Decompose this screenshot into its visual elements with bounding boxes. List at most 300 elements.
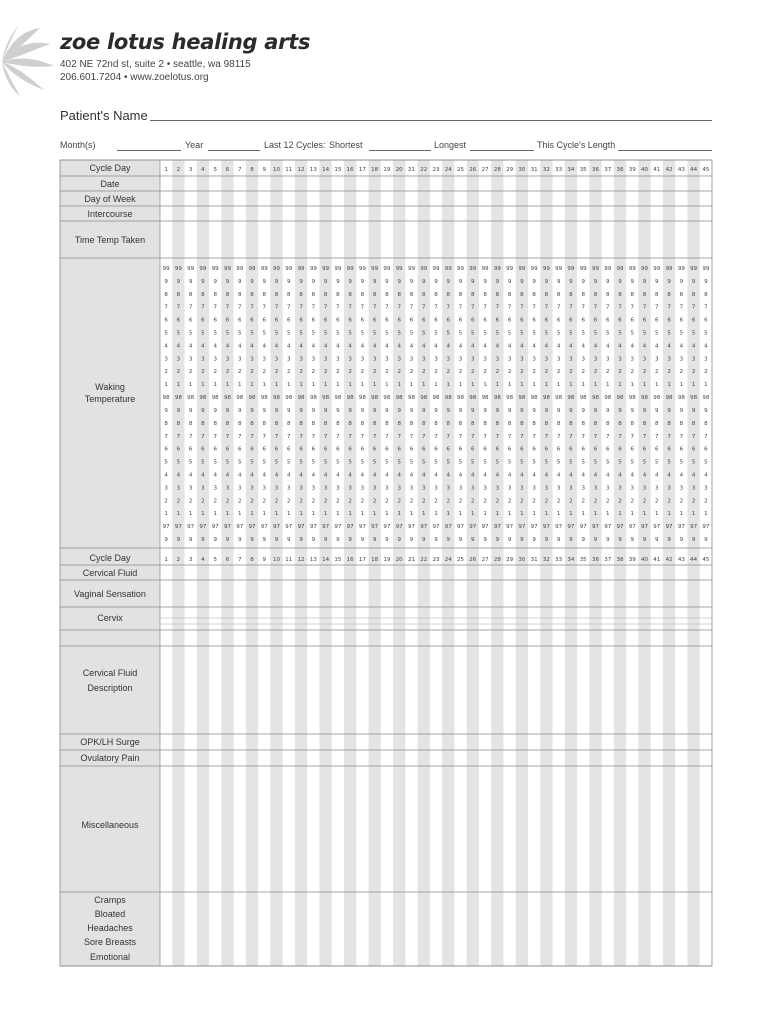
- temperature-value: 8: [520, 420, 524, 427]
- temperature-value: 3: [299, 485, 303, 492]
- temperature-value: 9: [311, 537, 316, 543]
- temperature-value: 6: [250, 317, 254, 324]
- temperature-value: 9: [311, 278, 316, 285]
- temperature-value: 3: [581, 356, 585, 363]
- temperature-value: 9: [164, 407, 168, 414]
- temperature-value: 1: [164, 511, 168, 518]
- temperature-value: 98: [162, 395, 170, 402]
- temperature-value: 9: [188, 278, 193, 285]
- temperature-value: 6: [311, 317, 316, 324]
- temperature-value: 4: [274, 472, 279, 479]
- temperature-value: 3: [188, 485, 193, 492]
- temperature-value: 1: [642, 511, 647, 518]
- temperature-value: 2: [507, 369, 512, 376]
- temperature-value: 1: [458, 511, 463, 518]
- temperature-value: 5: [581, 459, 585, 466]
- temperature-value: 2: [421, 369, 426, 376]
- temperature-value: 2: [348, 369, 352, 376]
- temperature-value: 1: [495, 511, 500, 518]
- temperature-value: 9: [618, 407, 622, 414]
- temperature-value: 6: [176, 317, 181, 324]
- months-label: Month(s): [60, 140, 96, 150]
- cycle-day-number-2: 32: [542, 557, 550, 563]
- cycle-day-number: 40: [641, 167, 649, 173]
- temperature-value: 6: [323, 446, 328, 453]
- temperature-value: 3: [593, 356, 598, 363]
- temperature-value: 97: [407, 524, 415, 531]
- temperature-value: 6: [691, 446, 696, 453]
- temperature-value: 4: [409, 472, 414, 479]
- cycle-day-number-2: 4: [201, 557, 205, 563]
- temperature-value: 6: [201, 317, 205, 324]
- temperature-value: 6: [630, 446, 635, 453]
- temperature-value: 4: [213, 472, 217, 479]
- temperature-value: 2: [520, 498, 524, 505]
- temperature-value: 1: [176, 382, 181, 389]
- temperature-value: 1: [556, 382, 561, 389]
- temperature-value: 7: [348, 433, 352, 440]
- temperature-value: 1: [434, 511, 438, 518]
- patient-name-label: Patient's Name: [60, 108, 148, 123]
- temperature-value: 3: [520, 485, 524, 492]
- cycle-day-number-2: 29: [506, 557, 514, 563]
- temperature-value: 1: [618, 382, 622, 389]
- temperature-value: 9: [213, 407, 217, 414]
- temperature-value: 6: [262, 317, 267, 324]
- temperature-value: 2: [507, 498, 512, 505]
- temperature-value: 9: [287, 278, 291, 285]
- cycle-day-number: 9: [262, 167, 267, 173]
- temperature-value: 8: [336, 420, 340, 427]
- temperature-value: 9: [237, 407, 242, 414]
- temperature-value: 9: [421, 278, 426, 285]
- temperature-value: 99: [690, 266, 698, 272]
- temperature-value: 9: [409, 407, 414, 414]
- cycle-day-number-2: 36: [591, 557, 599, 563]
- temperature-value: 3: [544, 485, 549, 492]
- temperature-value: 3: [311, 356, 316, 363]
- temperature-value: 6: [274, 446, 279, 453]
- temperature-value: 9: [446, 278, 451, 285]
- temperature-value: 2: [188, 369, 193, 376]
- temperature-value: 5: [348, 330, 352, 337]
- cycle-day-number-2: 33: [555, 557, 563, 563]
- temperature-value: 3: [483, 485, 487, 492]
- temperature-value: 97: [628, 524, 636, 531]
- cycle-day-number: 7: [237, 167, 242, 173]
- temperature-value: 4: [593, 343, 598, 350]
- temperature-value: 5: [397, 459, 401, 466]
- temperature-value: 4: [544, 472, 549, 479]
- temperature-value: 1: [188, 511, 193, 518]
- temperature-value: 2: [495, 498, 500, 505]
- temperature-value: 8: [704, 420, 708, 427]
- temperature-value: 3: [201, 485, 205, 492]
- temperature-value: 9: [667, 278, 671, 285]
- temperature-value: 7: [581, 433, 585, 440]
- temperature-value: 7: [225, 433, 230, 440]
- cycle-day-number-2: 30: [518, 557, 526, 563]
- temperature-value: 1: [336, 511, 340, 518]
- cycle-day-number: 3: [188, 167, 193, 173]
- temperature-value: 5: [507, 330, 512, 337]
- temperature-value: 7: [385, 304, 389, 311]
- cycle-day-number-2: 41: [653, 557, 661, 563]
- temperature-value: 97: [677, 524, 685, 531]
- temperature-value: 8: [434, 420, 438, 427]
- time-temp-label: Time Temp Taken: [74, 235, 146, 245]
- temperature-value: 8: [274, 420, 279, 427]
- temperature-value: 4: [556, 343, 561, 350]
- temperature-value: 9: [385, 278, 389, 285]
- temperature-value: 6: [225, 317, 230, 324]
- temperature-value: 6: [348, 446, 352, 453]
- temperature-value: 6: [605, 317, 610, 324]
- temperature-value: 3: [188, 356, 193, 363]
- temperature-value: 6: [569, 446, 573, 453]
- temperature-value: 4: [642, 343, 647, 350]
- temperature-value: 97: [371, 524, 379, 531]
- temperature-value: 6: [213, 446, 217, 453]
- temperature-value: 3: [458, 485, 463, 492]
- temperature-value: 98: [236, 395, 244, 402]
- temperature-value: 6: [409, 317, 414, 324]
- temperature-value: 6: [618, 317, 622, 324]
- temperature-value: 9: [593, 278, 598, 285]
- temperature-value: 9: [483, 407, 487, 414]
- temperature-value: 97: [273, 524, 281, 531]
- temperature-value: 5: [287, 459, 291, 466]
- temperature-value: 6: [372, 446, 377, 453]
- cycle-day-label-2: Cycle Day: [89, 553, 131, 563]
- brand-name: zoe lotus healing arts: [60, 30, 311, 54]
- temperature-value: 2: [618, 498, 622, 505]
- temperature-value: 9: [679, 407, 684, 414]
- temperature-value: 9: [176, 278, 181, 285]
- temperature-value: 1: [250, 382, 254, 389]
- temperature-value: 9: [274, 537, 279, 543]
- temperature-value: 4: [287, 472, 291, 479]
- temperature-value: 1: [397, 382, 401, 389]
- temperature-value: 1: [679, 382, 684, 389]
- cycle-day-number-2: 26: [469, 557, 477, 563]
- temperature-value: 7: [421, 433, 426, 440]
- temperature-value: 6: [593, 317, 598, 324]
- temperature-value: 2: [630, 369, 635, 376]
- temperature-value: 9: [544, 278, 549, 285]
- temperature-value: 3: [593, 485, 598, 492]
- temperature-value: 1: [434, 382, 438, 389]
- temperature-value: 4: [691, 472, 696, 479]
- temperature-value: 6: [507, 446, 512, 453]
- cycle-day-number-2: 1: [164, 557, 168, 563]
- cycle-day-number: 35: [579, 167, 587, 173]
- vaginal-sensation-label: Vaginal Sensation: [74, 589, 146, 599]
- temperature-value: 1: [421, 382, 426, 389]
- temperature-value: 5: [544, 459, 549, 466]
- temperature-value: 98: [665, 395, 673, 402]
- temperature-value: 1: [704, 382, 708, 389]
- cycle-day-number-2: 24: [444, 557, 452, 563]
- temperature-value: 9: [483, 278, 487, 285]
- temperature-value: 9: [495, 537, 500, 543]
- temperature-value: 2: [483, 369, 487, 376]
- temperature-value: 7: [385, 433, 389, 440]
- temperature-value: 7: [323, 304, 328, 311]
- temperature-value: 99: [591, 266, 599, 272]
- temperature-value: 9: [299, 407, 303, 414]
- temperature-value: 8: [618, 420, 622, 427]
- temperature-value: 97: [322, 524, 330, 531]
- temperature-value: 6: [605, 446, 610, 453]
- temperature-value: 3: [704, 485, 708, 492]
- temperature-value: 1: [274, 382, 279, 389]
- this-cycle-label: This Cycle's Length: [537, 140, 616, 150]
- temperature-value: 3: [348, 485, 352, 492]
- temperature-value: 9: [458, 407, 463, 414]
- temperature-value: 98: [518, 395, 526, 402]
- temperature-value: 7: [188, 433, 193, 440]
- temperature-value: 3: [225, 485, 230, 492]
- temperature-value: 5: [679, 330, 684, 337]
- temperature-value: 9: [471, 407, 475, 414]
- temperature-value: 6: [520, 446, 524, 453]
- temperature-value: 7: [201, 433, 205, 440]
- temperature-value: 9: [544, 537, 549, 543]
- temperature-value: 2: [274, 369, 279, 376]
- temperature-value: 3: [556, 356, 561, 363]
- temperature-value: 1: [691, 382, 696, 389]
- temperature-value: 1: [581, 382, 585, 389]
- temperature-value: 4: [569, 343, 573, 350]
- temperature-value: 3: [385, 485, 389, 492]
- temperature-value: 8: [569, 291, 573, 298]
- temperature-value: 7: [299, 433, 303, 440]
- temperature-value: 2: [679, 498, 684, 505]
- temperature-value: 6: [397, 317, 401, 324]
- temperature-value: 4: [556, 472, 561, 479]
- temperature-value: 7: [213, 433, 217, 440]
- temperature-value: 9: [372, 537, 377, 543]
- temperature-value: 3: [642, 485, 647, 492]
- temperature-value: 7: [471, 433, 475, 440]
- temperature-value: 8: [655, 420, 659, 427]
- temperature-value: 8: [667, 291, 671, 298]
- temperature-value: 6: [164, 317, 168, 324]
- temperature-value: 8: [385, 420, 389, 427]
- temperature-value: 7: [605, 304, 610, 311]
- temperature-value: 1: [642, 382, 647, 389]
- temperature-value: 99: [236, 266, 244, 272]
- temperature-value: 5: [225, 459, 230, 466]
- temperature-value: 5: [262, 459, 267, 466]
- temperature-value: 7: [176, 304, 181, 311]
- temperature-value: 2: [655, 498, 659, 505]
- temperature-value: 3: [164, 356, 168, 363]
- temperature-value: 6: [630, 317, 635, 324]
- temperature-value: 99: [322, 266, 330, 272]
- temperature-value: 3: [176, 485, 181, 492]
- cycle-day-number-2: 10: [273, 557, 281, 563]
- temperature-value: 98: [187, 395, 195, 402]
- temperature-value: 5: [655, 330, 659, 337]
- temperature-value: 5: [532, 330, 536, 337]
- temperature-value: 2: [409, 498, 414, 505]
- temperature-value: 2: [605, 369, 610, 376]
- temperature-value: 6: [385, 446, 389, 453]
- temperature-value: 8: [556, 420, 561, 427]
- temperature-value: 8: [287, 420, 291, 427]
- temperature-value: 1: [667, 511, 671, 518]
- temperature-value: 6: [556, 317, 561, 324]
- temperature-value: 1: [336, 382, 340, 389]
- temperature-value: 7: [336, 433, 340, 440]
- temperature-value: 2: [213, 498, 217, 505]
- temperature-value: 1: [262, 511, 267, 518]
- temperature-value: 3: [618, 485, 622, 492]
- temperature-value: 3: [520, 356, 524, 363]
- temperature-value: 3: [274, 485, 279, 492]
- cycle-day-number: 30: [518, 167, 526, 173]
- temperature-value: 5: [201, 330, 205, 337]
- temperature-value: 5: [188, 459, 193, 466]
- temperature-value: 8: [201, 291, 205, 298]
- longest-label: Longest: [434, 140, 467, 150]
- temperature-value: 7: [618, 433, 622, 440]
- temperature-value: 3: [434, 356, 438, 363]
- temperature-value: 99: [162, 266, 170, 272]
- temperature-value: 9: [336, 537, 340, 543]
- temperature-value: 2: [581, 369, 585, 376]
- temperature-value: 1: [605, 382, 610, 389]
- temperature-value: 5: [569, 330, 573, 337]
- temperature-value: 1: [164, 382, 168, 389]
- temperature-value: 5: [471, 330, 475, 337]
- temperature-value: 5: [691, 330, 696, 337]
- temperature-value: 6: [225, 446, 230, 453]
- temperature-value: 3: [360, 485, 365, 492]
- temperature-value: 2: [593, 498, 598, 505]
- temperature-value: 9: [164, 278, 168, 285]
- cycle-day-number: 14: [322, 167, 330, 173]
- temperature-value: 9: [556, 278, 561, 285]
- temperature-value: 1: [287, 382, 291, 389]
- cycle-day-number: 16: [346, 167, 354, 173]
- temperature-value: 7: [581, 304, 585, 311]
- temperature-value: 8: [323, 291, 328, 298]
- temperature-value: 98: [285, 395, 293, 402]
- temperature-value: 1: [556, 511, 561, 518]
- cycle-day-number: 33: [555, 167, 563, 173]
- temperature-value: 98: [211, 395, 219, 402]
- temperature-value: 97: [604, 524, 612, 531]
- cycle-day-number: 15: [334, 167, 342, 173]
- temperature-value: 2: [176, 369, 181, 376]
- temperature-value: 4: [532, 472, 536, 479]
- temperature-value: 8: [360, 420, 365, 427]
- temperature-value: 4: [176, 343, 181, 350]
- cycle-day-number: 13: [309, 167, 317, 173]
- temperature-value: 6: [618, 446, 622, 453]
- temperature-value: 9: [544, 407, 549, 414]
- cf-description-label-1: Cervical Fluid: [82, 668, 138, 678]
- cycle-day-number-2: 43: [677, 557, 685, 563]
- temperature-value: 3: [250, 356, 254, 363]
- cycle-day-number-2: 8: [250, 557, 254, 563]
- temperature-value: 9: [556, 407, 561, 414]
- temperature-value: 5: [483, 330, 487, 337]
- temperature-value: 9: [691, 537, 696, 543]
- temperature-value: 99: [223, 266, 231, 272]
- cycle-day-number-2: 44: [690, 557, 698, 563]
- temperature-value: 9: [581, 537, 585, 543]
- temperature-value: 9: [655, 537, 659, 543]
- temperature-value: 99: [567, 266, 575, 272]
- temperature-value: 97: [457, 524, 465, 531]
- temperature-value: 7: [213, 304, 217, 311]
- temperature-value: 2: [581, 498, 585, 505]
- temperature-value: 9: [520, 537, 524, 543]
- temperature-value: 2: [385, 369, 389, 376]
- temperature-value: 2: [262, 369, 267, 376]
- temperature-value: 99: [518, 266, 526, 272]
- temperature-value: 6: [360, 446, 365, 453]
- temperature-value: 5: [385, 330, 389, 337]
- temperature-value: 8: [667, 420, 671, 427]
- temperature-value: 7: [311, 304, 316, 311]
- temperature-value: 9: [385, 537, 389, 543]
- temperature-value: 9: [679, 278, 684, 285]
- cycle-day-number: 18: [371, 167, 379, 173]
- cycle-day-label: Cycle Day: [89, 163, 131, 173]
- cycle-day-number: 31: [530, 167, 538, 173]
- temperature-value: 2: [483, 498, 487, 505]
- cycle-day-number: 11: [285, 167, 293, 173]
- temperature-value: 8: [458, 420, 463, 427]
- temperature-value: 4: [605, 472, 610, 479]
- temperature-value: 2: [213, 369, 217, 376]
- temperature-value: 97: [223, 524, 231, 531]
- temperature-value: 8: [581, 420, 585, 427]
- cycle-day-number: 4: [201, 167, 205, 173]
- temperature-value: 9: [520, 407, 524, 414]
- temperature-value: 2: [287, 498, 291, 505]
- temperature-value: 9: [691, 278, 696, 285]
- temperature-value: 1: [618, 511, 622, 518]
- temperature-value: 9: [299, 537, 303, 543]
- address-line: 402 NE 72nd st, suite 2 • seattle, wa 98115: [60, 59, 251, 70]
- temperature-value: 98: [334, 395, 342, 402]
- temperature-value: 8: [164, 420, 168, 427]
- temperature-value: 3: [397, 356, 401, 363]
- cycle-day-number-2: 19: [383, 557, 391, 563]
- temperature-value: 2: [471, 498, 475, 505]
- temperature-value: 98: [555, 395, 563, 402]
- temperature-value: 3: [421, 356, 426, 363]
- temperature-value: 8: [581, 291, 585, 298]
- temperature-value: 98: [248, 395, 256, 402]
- temperature-value: 2: [299, 369, 303, 376]
- temperature-value: 7: [679, 304, 684, 311]
- temperature-value: 99: [542, 266, 550, 272]
- temperature-value: 6: [323, 317, 328, 324]
- temperature-value: 7: [397, 304, 401, 311]
- temperature-value: 98: [530, 395, 538, 402]
- cycle-day-number: 29: [506, 167, 514, 173]
- temperature-value: 5: [385, 459, 389, 466]
- temperature-value: 5: [250, 330, 254, 337]
- temperature-value: 98: [371, 395, 379, 402]
